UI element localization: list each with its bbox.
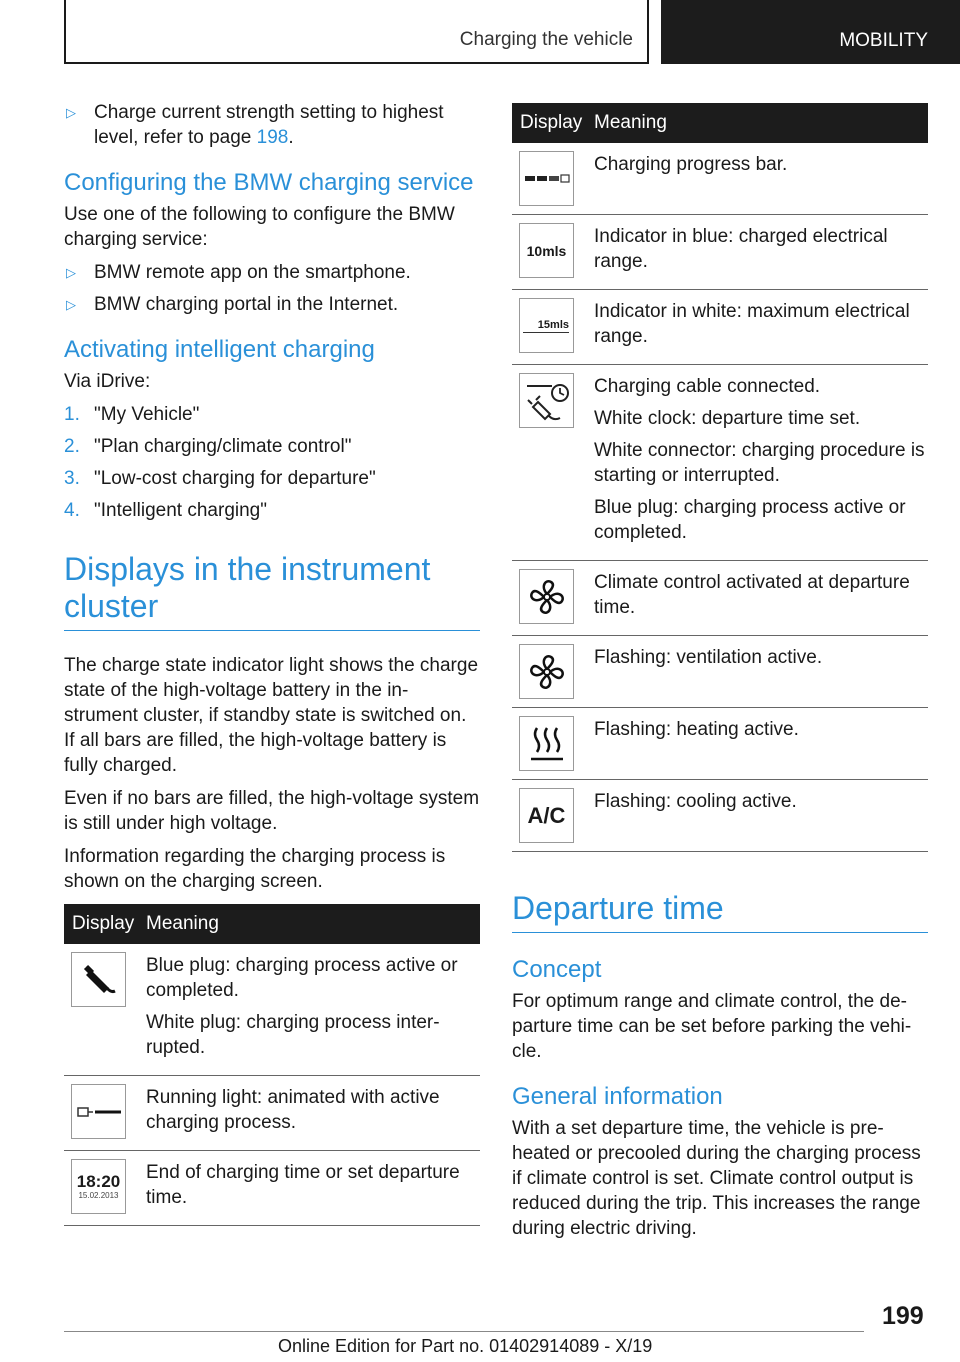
edition-text: Online Edition for Part no. 01402914089 - X/19 bbox=[278, 1336, 653, 1356]
list-item: ▷ Charge current strength setting to highest level, refer to page 198. bbox=[66, 102, 444, 148]
departure-heading: Departure time bbox=[512, 890, 928, 933]
running-light-icon bbox=[71, 1084, 126, 1139]
cable-clock-icon bbox=[519, 373, 574, 428]
list-item: ▷ BMW remote app on the smartphone. bbox=[66, 262, 411, 283]
fan-icon bbox=[519, 569, 574, 624]
ac-icon: A/C bbox=[519, 788, 574, 843]
fan-icon bbox=[519, 644, 574, 699]
table-row: Climate control activated at departure time. bbox=[512, 561, 928, 636]
list-item: ▷ BMW charging portal in the Internet. bbox=[66, 294, 399, 315]
table-row: Flashing: ventilation active. bbox=[512, 636, 928, 708]
intelligent-heading: Activating intelligent charging bbox=[64, 336, 375, 363]
cluster-paragraph: Information regarding the charging process is shown on the charging screen. bbox=[64, 846, 446, 892]
table-row: 18:20 15.02.2013 End of charging time or set departure time. bbox=[64, 1151, 480, 1226]
table-row: 10mls Indicator in blue: charged electrical range. bbox=[512, 215, 928, 290]
footer-divider bbox=[64, 1331, 864, 1332]
plug-icon bbox=[71, 952, 126, 1007]
table-row: Charging progress bar. bbox=[512, 143, 928, 215]
triangle-bullet-icon: ▷ bbox=[66, 265, 76, 280]
table-row: Flashing: heating active. bbox=[512, 708, 928, 780]
page-number: 199 bbox=[882, 1302, 924, 1330]
triangle-bullet-icon: ▷ bbox=[66, 105, 76, 120]
table-row: 15mls Indicator in white: maximum electrical range. bbox=[512, 290, 928, 365]
bullet-list bbox=[64, 100, 480, 150]
cluster-heading: Displays in the instrument cluster bbox=[64, 551, 480, 631]
concept-paragraph: For optimum range and climate control, the de-parture time can be set before parking the vehi-cle. bbox=[512, 991, 912, 1062]
progress-bar-icon bbox=[519, 151, 574, 206]
configure-intro: Use one of the following to configure the BMW charging service: bbox=[64, 204, 455, 250]
cluster-paragraph: The charge state indicator light shows the charge state of the high-voltage battery in the in-strument cluster, if standby state is switched on. If all bars are filled, the high-voltage battery is fully charged. bbox=[64, 655, 479, 776]
range-10mls-icon: 10mls bbox=[519, 223, 574, 278]
left-column bbox=[64, 100, 480, 1226]
header-chapter-box bbox=[661, 0, 960, 64]
list-item: 4. "Intelligent charging" bbox=[64, 500, 267, 521]
page-link[interactable]: 198 bbox=[256, 127, 289, 148]
steps-list bbox=[64, 402, 480, 523]
cluster-paragraph: Even if no bars are filled, the high-voltage system is still under high voltage. bbox=[64, 788, 480, 834]
configure-list bbox=[64, 260, 480, 317]
right-column bbox=[512, 103, 928, 1249]
triangle-bullet-icon: ▷ bbox=[66, 297, 76, 312]
concept-heading: Concept bbox=[512, 956, 602, 983]
list-item: 1. "My Vehicle" bbox=[64, 404, 200, 425]
list-item: 3. "Low-cost charging for departure" bbox=[64, 468, 376, 489]
table-row: Charging cable connected. White clock: departure time set. White connector: charging procedure is starting or interrupted. Blue plug: charging process active or completed. bbox=[512, 365, 928, 561]
heating-icon bbox=[519, 716, 574, 771]
display-table bbox=[64, 904, 480, 1226]
clock-time-icon: 18:20 15.02.2013 bbox=[71, 1159, 126, 1214]
intelligent-intro: Via iDrive: bbox=[64, 371, 151, 392]
general-heading: General information bbox=[512, 1083, 723, 1110]
range-15mls-icon: 15mls bbox=[519, 298, 574, 353]
table-header: Display Meaning bbox=[512, 103, 928, 143]
display-table bbox=[512, 103, 928, 852]
table-header: Display Meaning bbox=[64, 904, 480, 944]
header-section-box bbox=[64, 0, 649, 64]
general-paragraph: With a set departure time, the vehicle is pre-heated or precooled during the charging process if climate control is set. Climate control output is reduced during the trip. This increases the range during electric driving. bbox=[512, 1118, 921, 1239]
chapter-title: MOBILITY bbox=[839, 30, 928, 51]
table-row: Blue plug: charging process active or completed. White plug: charging process inter-rupted. bbox=[64, 944, 480, 1076]
section-title: Charging the vehicle bbox=[459, 29, 633, 50]
table-row: A/C Flashing: cooling active. bbox=[512, 780, 928, 852]
list-item: 2. "Plan charging/climate control" bbox=[64, 436, 352, 457]
configure-heading: Configuring the BMW charging service bbox=[64, 169, 474, 196]
table-row: Running light: animated with active charging process. bbox=[64, 1076, 480, 1151]
